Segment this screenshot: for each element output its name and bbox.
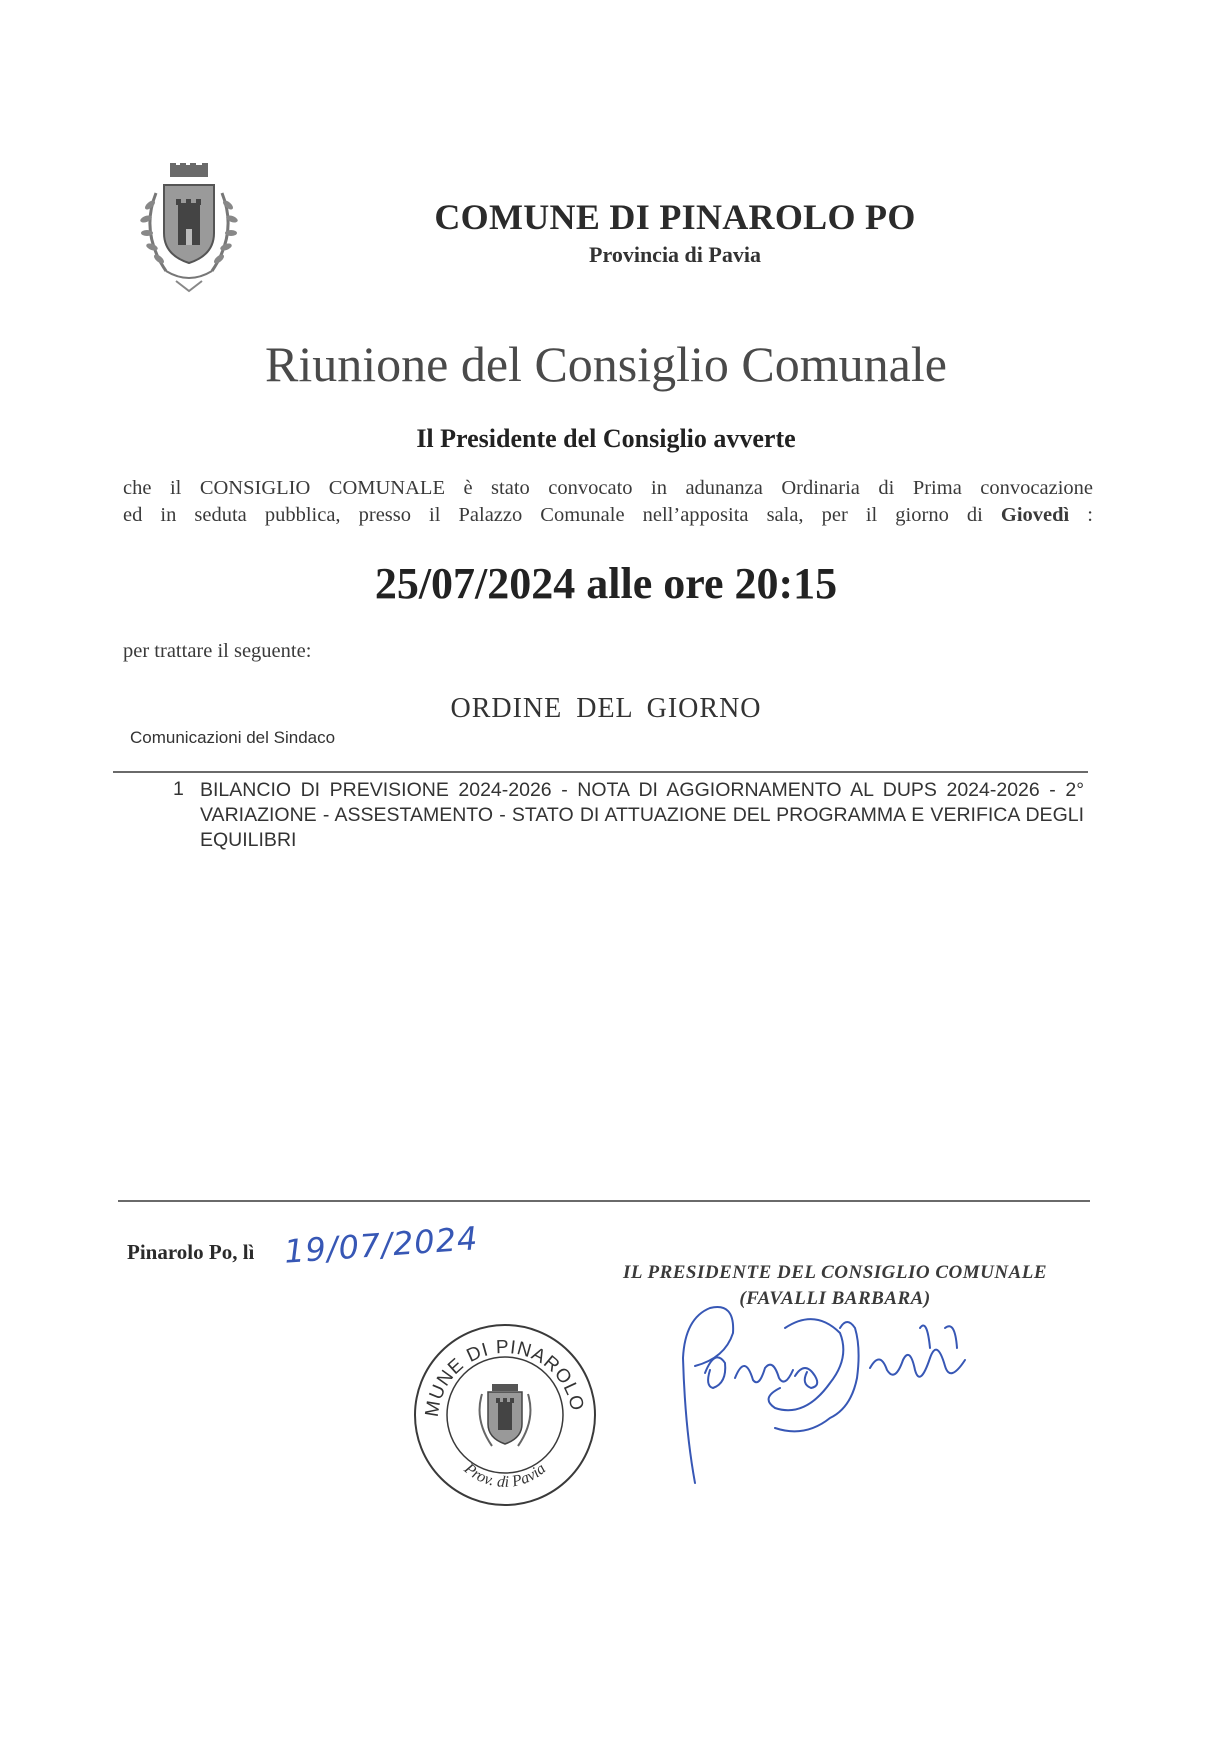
official-stamp (410, 1320, 600, 1510)
province-name: Provincia di Pavia (589, 242, 761, 267)
document-title: Riunione del Consiglio Comunale (265, 336, 947, 392)
meeting-weekday: Giovedì (1000, 504, 1070, 526)
intro-line-2-colon: : (1087, 504, 1093, 526)
agenda-preamble: Comunicazioni del Sindaco (130, 728, 336, 747)
municipality-name: COMUNE DI PINAROLO PO (434, 197, 916, 237)
meeting-datetime: 25/07/2024 alle ore 20:15 (374, 559, 838, 608)
notice-heading: Il Presidente del Consiglio avverte (416, 424, 796, 453)
president-signature (665, 1288, 1005, 1488)
president-role: IL PRESIDENTE DEL CONSIGLIO COMUNALE (622, 1262, 1048, 1283)
president-name: (FAVALLI BARBARA) (739, 1288, 931, 1309)
stamp-text-bottom: Prov. di Pavia (460, 1460, 550, 1491)
svg-text:Prov. di Pavia (460, 1460, 549, 1491)
municipal-crest-logo (126, 163, 251, 295)
intro-line-2-text: ed in seduta pubblica, presso il Palazzo Comunale nell’apposita sala, per il giorno di (123, 504, 983, 526)
intro-line-1: che il CONSIGLIO COMUNALE è stato convocato in adunanza Ordinaria di Prima convocazione (123, 477, 1093, 499)
agenda-title: ORDINE DEL GIORNO (450, 693, 762, 724)
intro-line-2 (123, 502, 1093, 529)
agenda-item-number: 1 (173, 778, 184, 800)
handwritten-date: 19/07/2024 (282, 1219, 480, 1271)
divider-bottom (118, 1200, 1090, 1202)
per-trattare-label: per trattare il seguente: (123, 640, 312, 662)
agenda-item-text: BILANCIO DI PREVISIONE 2024-2026 - NOTA DI AGGIORNAMENTO AL DUPS 2024-2026 - 2° VARIAZIONE - ASSESTAMENTO - STATO DI ATTUAZIONE DEL PROGRAMMA E VERIFICA DEGLI EQUILIBRI (200, 779, 1084, 851)
divider-top (113, 771, 1088, 773)
stamp-text-top: MUNE DI PINAROLO (421, 1336, 588, 1419)
place-date-label: Pinarolo Po, lì (127, 1240, 255, 1264)
